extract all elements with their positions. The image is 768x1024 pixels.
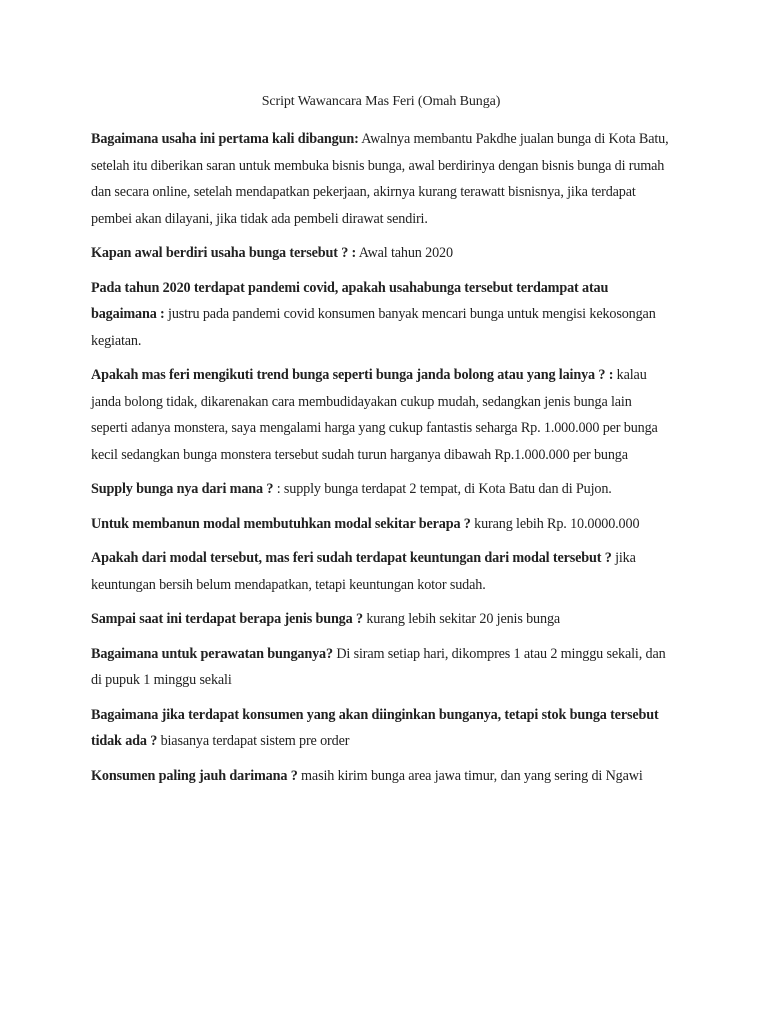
qa-paragraph: [91, 641, 671, 694]
answer-text: jika keuntungan bersih belum mendapatkan, tetapi keuntungan kotor sudah.: [91, 550, 636, 593]
question-text: Kapan awal berdiri usaha bunga tersebut ? :: [91, 245, 357, 261]
qa-paragraph: [91, 275, 671, 355]
question-text: Supply bunga nya dari mana ?: [91, 481, 274, 497]
question-text: Pada tahun 2020 terdapat pandemi covid, apakah usahabunga tersebut terdampat atau bagaimana :: [91, 279, 609, 322]
question-text: Konsumen paling jauh darimana ?: [91, 767, 298, 784]
question-text: Untuk membanun modal membutuhkan modal sekitar berapa ?: [91, 515, 471, 532]
document-title: Script Wawancara Mas Feri (Omah Bunga): [261, 94, 501, 109]
qa-paragraph: [91, 702, 671, 755]
qa-paragraph: [91, 362, 671, 468]
answer-text: biasanya terdapat sistem pre order: [157, 733, 350, 749]
qa-paragraph: [91, 545, 671, 598]
question-text: Sampai saat ini terdapat berapa jenis bunga ?: [91, 611, 363, 627]
answer-text: Di siram setiap hari, dikompres 1 atau 2 minggu sekali, dan di pupuk 1 minggu sekali: [91, 645, 666, 688]
document-page: [91, 92, 671, 797]
qa-paragraph: [91, 511, 671, 538]
question-text: Bagaimana usaha ini pertama kali dibangun:: [91, 131, 359, 147]
qa-paragraph: [91, 240, 671, 267]
qa-paragraph: [91, 763, 671, 790]
question-text: Apakah dari modal tersebut, mas feri sudah terdapat keuntungan dari modal tersebut ?: [91, 550, 612, 566]
answer-text: Awal tahun 2020: [356, 245, 453, 261]
answer-text: : supply bunga terdapat 2 tempat, di Kota Batu dan di Pujon.: [273, 481, 612, 497]
answer-text: kurang lebih Rp. 10.0000.000: [470, 515, 640, 532]
qa-paragraph: [91, 476, 671, 503]
answer-text: Awalnya membantu Pakdhe jualan bunga di Kota Batu, setelah itu diberikan saran untuk membuka bisnis bunga, awal berdirinya dengan bisnis bunga di rumah dan secara online, setelah mendapatkan pekerjaan, akirnya kurang terawatt bisnisnya, jika terdapat pembei akan dilayani, jika tidak ada pembeli dirawat sendiri.: [91, 131, 669, 227]
question-text: Apakah mas feri mengikuti trend bunga seperti bunga janda bolong atau yang lainya ? :: [91, 367, 614, 383]
question-text: Bagaimana untuk perawatan bunganya?: [91, 645, 333, 662]
question-text: Bagaimana jika terdapat konsumen yang akan diinginkan bunganya, tetapi stok bunga tersebut tidak ada ?: [91, 706, 659, 749]
answer-text: justru pada pandemi covid konsumen banyak mencari bunga untuk mengisi kekosongan kegiatan.: [91, 306, 656, 349]
answer-text: masih kirim bunga area jawa timur, dan yang sering di Ngawi: [297, 767, 643, 784]
answer-text: kalau janda bolong tidak, dikarenakan cara membudidayakan cukup mudah, sedangkan jenis bunga lain seperti adanya monstera, saya mengalami harga yang cukup fantastis seharga Rp. 1.000.000 per bunga kecil sedangkan bunga monstera tersebut sudah turun harganya dibawah Rp.1.000.000 per bunga: [91, 367, 658, 463]
qa-paragraph: [91, 126, 671, 232]
answer-text: kurang lebih sekitar 20 jenis bunga: [362, 611, 561, 627]
qa-paragraph: [91, 606, 671, 633]
